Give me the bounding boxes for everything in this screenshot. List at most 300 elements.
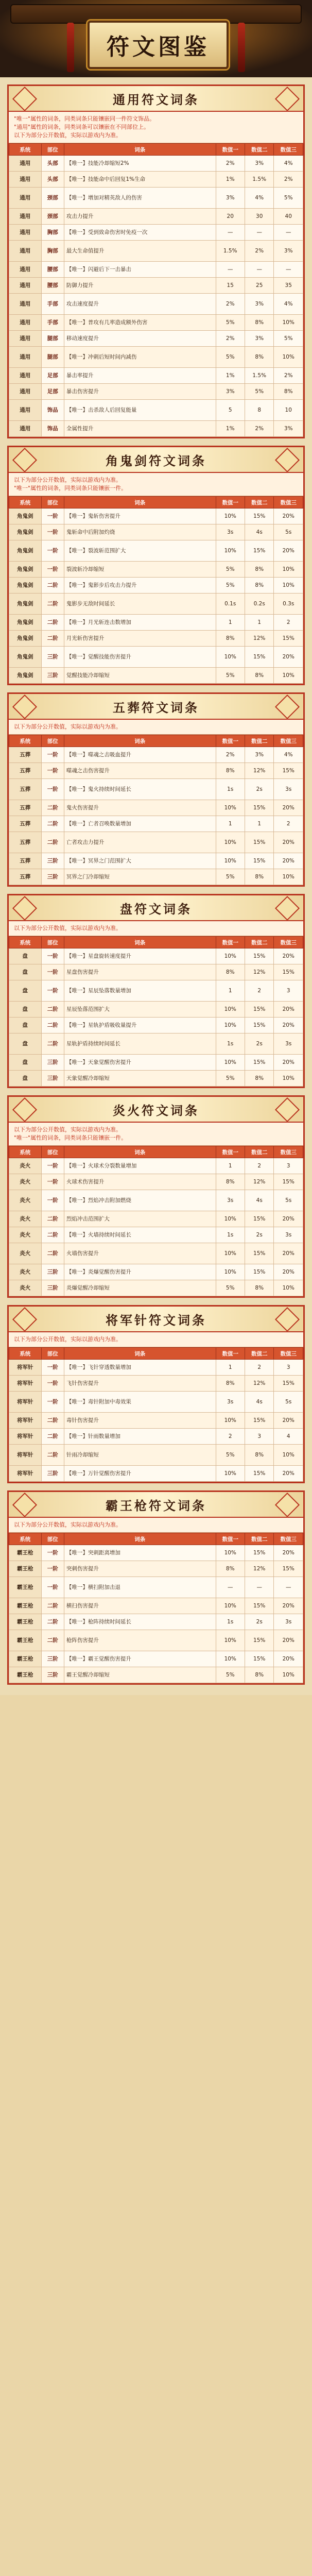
row-slot: 二阶 xyxy=(41,1033,64,1055)
table-row xyxy=(9,1243,303,1264)
row-value: 10% xyxy=(216,509,245,524)
row-system: 将军针 xyxy=(9,1413,42,1429)
column-header: 数值三 xyxy=(274,937,303,948)
table-row xyxy=(9,368,303,384)
row-slot: 一阶 xyxy=(41,562,64,578)
tassel-right xyxy=(238,23,245,72)
row-value: 10% xyxy=(274,315,303,331)
column-header: 数值二 xyxy=(245,1533,273,1545)
ornament-left-icon xyxy=(12,1097,37,1122)
note-line: 以下为部分公开数值，实际以游戏内为准。 xyxy=(14,925,122,931)
column-header: 数值二 xyxy=(245,1146,273,1158)
row-slot: 一阶 xyxy=(41,1174,64,1190)
row-slot: 三阶 xyxy=(41,647,64,668)
column-header: 词条 xyxy=(64,1146,216,1158)
row-slot: 三阶 xyxy=(41,1280,64,1296)
row-affix: 【唯一】亡者召唤数量增加 xyxy=(64,816,216,832)
row-value: 8% xyxy=(245,347,273,368)
row-system: 通用 xyxy=(9,294,42,315)
column-header: 数值一 xyxy=(216,937,245,948)
row-value: 5% xyxy=(216,869,245,885)
row-value: 5% xyxy=(216,578,245,594)
row-value: 8% xyxy=(216,763,245,779)
row-value: 5% xyxy=(216,562,245,578)
row-affix: 暴击伤害提升 xyxy=(64,384,216,400)
row-value: 8% xyxy=(245,1667,273,1683)
ornament-right-icon xyxy=(275,1307,300,1332)
column-header: 数值一 xyxy=(216,735,245,747)
table-row xyxy=(9,509,303,524)
row-affix: 【唯一】鬼影步后攻击力提升 xyxy=(64,578,216,594)
row-value: 2% xyxy=(216,331,245,347)
row-affix: 【唯一】闪避后下一击暴击 xyxy=(64,262,216,278)
table-row xyxy=(9,347,303,368)
section-header xyxy=(9,1492,303,1518)
row-system: 将军针 xyxy=(9,1445,42,1466)
row-slot: 足部 xyxy=(41,384,64,400)
ornament-left-icon xyxy=(12,87,37,111)
table-row xyxy=(9,1445,303,1466)
row-value: 3% xyxy=(245,747,273,763)
table-row xyxy=(9,1561,303,1577)
row-value: 15% xyxy=(245,853,273,869)
row-affix: 【唯一】击杀敌人后回复能量 xyxy=(64,400,216,421)
row-slot: 三阶 xyxy=(41,1264,64,1280)
row-slot: 三阶 xyxy=(41,668,64,684)
row-value: 10% xyxy=(274,1445,303,1466)
row-slot: 三阶 xyxy=(41,1651,64,1667)
row-value: 20% xyxy=(274,1018,303,1033)
row-affix: 【唯一】飞针穿透数量增加 xyxy=(64,1360,216,1376)
rune-table xyxy=(9,1146,303,1296)
row-value: 15% xyxy=(274,1561,303,1577)
row-value: 15% xyxy=(245,509,273,524)
row-value: 20% xyxy=(274,800,303,816)
row-value: 12% xyxy=(245,1376,273,1392)
row-value: 1s xyxy=(216,1227,245,1243)
row-system: 盘 xyxy=(9,1033,42,1055)
column-header: 系统 xyxy=(9,937,42,948)
row-value: 12% xyxy=(245,1561,273,1577)
row-value: 0.3s xyxy=(274,594,303,615)
tassel-left xyxy=(67,23,74,72)
row-slot: 颈部 xyxy=(41,188,64,209)
row-affix: 攻击力提升 xyxy=(64,209,216,225)
row-slot: 一阶 xyxy=(41,1190,64,1211)
row-value: 15 xyxy=(216,278,245,294)
row-value: 15% xyxy=(245,1243,273,1264)
row-affix: 鬼影步无敌时间延长 xyxy=(64,594,216,615)
table-row xyxy=(9,1158,303,1174)
row-value: 25 xyxy=(245,278,273,294)
row-value: 3 xyxy=(274,980,303,1002)
row-system: 五葬 xyxy=(9,747,42,763)
row-slot: 一阶 xyxy=(41,540,64,562)
row-value: 15% xyxy=(245,1055,273,1071)
row-system: 通用 xyxy=(9,262,42,278)
row-value: 1.5% xyxy=(245,368,273,384)
section-title: 角鬼剑符文词条 xyxy=(106,453,206,468)
row-value: 20% xyxy=(274,1264,303,1280)
column-header: 系统 xyxy=(9,1348,42,1360)
row-value: 10% xyxy=(274,869,303,885)
table-row xyxy=(9,209,303,225)
column-header: 数值一 xyxy=(216,1146,245,1158)
row-value: 8% xyxy=(274,384,303,400)
row-value: 2 xyxy=(216,1429,245,1445)
row-system: 炎火 xyxy=(9,1227,42,1243)
row-value: 20% xyxy=(274,1002,303,1018)
row-value: 15% xyxy=(245,647,273,668)
row-system: 将军针 xyxy=(9,1466,42,1482)
row-system: 炎火 xyxy=(9,1280,42,1296)
row-slot: 腰部 xyxy=(41,262,64,278)
row-affix: 天象觉醒冷却缩短 xyxy=(64,1071,216,1087)
row-value: 10% xyxy=(216,540,245,562)
row-value: 4% xyxy=(274,294,303,315)
row-value: 4% xyxy=(274,747,303,763)
row-slot: 腿部 xyxy=(41,331,64,347)
row-system: 角鬼剑 xyxy=(9,668,42,684)
row-system: 霸王枪 xyxy=(9,1614,42,1630)
row-value: 3% xyxy=(274,241,303,262)
table-row xyxy=(9,1614,303,1630)
row-value: 10 xyxy=(274,400,303,421)
row-value: 8% xyxy=(245,562,273,578)
table-header-row xyxy=(9,1146,303,1158)
row-value: 0.2s xyxy=(245,594,273,615)
row-system: 盘 xyxy=(9,1055,42,1071)
row-slot: 一阶 xyxy=(41,524,64,540)
table-row xyxy=(9,763,303,779)
row-value: 1 xyxy=(216,816,245,832)
table-header-row xyxy=(9,1348,303,1360)
rune-table xyxy=(9,936,303,1087)
row-value: 1s xyxy=(216,1033,245,1055)
row-value: 5% xyxy=(216,1667,245,1683)
row-system: 通用 xyxy=(9,156,42,172)
table-row xyxy=(9,278,303,294)
row-value: 15% xyxy=(274,964,303,980)
row-slot: 三阶 xyxy=(41,1071,64,1087)
row-system: 将军针 xyxy=(9,1392,42,1413)
ornament-left-icon xyxy=(12,694,37,719)
row-value: 3s xyxy=(216,1392,245,1413)
row-value: 3% xyxy=(274,421,303,437)
row-value: 12% xyxy=(245,763,273,779)
row-value: 3s xyxy=(274,1227,303,1243)
row-value: 35 xyxy=(274,278,303,294)
row-value: 5s xyxy=(274,524,303,540)
table-row xyxy=(9,1002,303,1018)
row-system: 将军针 xyxy=(9,1429,42,1445)
row-affix: 鬼斩命中后附加灼烧 xyxy=(64,524,216,540)
row-affix: 【唯一】技能冷却缩短2% xyxy=(64,156,216,172)
section-title: 将军针符文词条 xyxy=(106,1312,206,1328)
row-value: 1 xyxy=(245,615,273,631)
section-title: 通用符文词条 xyxy=(113,92,199,107)
row-value: 20% xyxy=(274,1466,303,1482)
note-line: "唯一"属性的词条，同类词条只能镶嵌一件。 xyxy=(14,1134,127,1141)
row-value: 8% xyxy=(245,869,273,885)
row-value: 15% xyxy=(245,1211,273,1227)
row-system: 炎火 xyxy=(9,1264,42,1280)
row-value: 15% xyxy=(245,1466,273,1482)
column-header: 部位 xyxy=(41,735,64,747)
section-title: 炎火符文词条 xyxy=(113,1103,199,1118)
row-value: 5% xyxy=(216,1280,245,1296)
row-value: — xyxy=(216,262,245,278)
section-header xyxy=(9,895,303,921)
table-header-row xyxy=(9,1533,303,1545)
column-header: 系统 xyxy=(9,735,42,747)
row-value: 8% xyxy=(245,578,273,594)
row-value: 15% xyxy=(274,1174,303,1190)
row-affix: 【唯一】烈焰冲击附加燃烧 xyxy=(64,1190,216,1211)
row-value: 2s xyxy=(245,1614,273,1630)
row-system: 角鬼剑 xyxy=(9,524,42,540)
row-system: 角鬼剑 xyxy=(9,615,42,631)
section-notes xyxy=(9,921,303,936)
rune-table xyxy=(9,496,303,684)
table-row xyxy=(9,1174,303,1190)
table-row xyxy=(9,1264,303,1280)
row-affix: 【唯一】横扫附加击退 xyxy=(64,1577,216,1598)
table-row xyxy=(9,1376,303,1392)
row-system: 霸王枪 xyxy=(9,1630,42,1651)
row-value: 4s xyxy=(245,524,273,540)
section-header xyxy=(9,1097,303,1123)
row-value: 5% xyxy=(216,1445,245,1466)
rune-section xyxy=(7,1095,305,1298)
row-value: 5s xyxy=(274,1190,303,1211)
row-system: 炎火 xyxy=(9,1174,42,1190)
row-value: 15% xyxy=(245,832,273,853)
row-slot: 一阶 xyxy=(41,980,64,1002)
row-affix: 【唯一】鬼斩伤害提升 xyxy=(64,509,216,524)
row-value: 1% xyxy=(216,368,245,384)
row-value: 2s xyxy=(245,779,273,800)
row-slot: 一阶 xyxy=(41,747,64,763)
row-affix: 月光斩伤害提升 xyxy=(64,631,216,647)
row-value: 3% xyxy=(245,156,273,172)
row-value: 20% xyxy=(274,1651,303,1667)
row-affix: 攻击速度提升 xyxy=(64,294,216,315)
table-row xyxy=(9,225,303,241)
column-header: 词条 xyxy=(64,144,216,156)
table-row xyxy=(9,524,303,540)
row-system: 通用 xyxy=(9,421,42,437)
row-affix: 【唯一】噬魂之击吸血提升 xyxy=(64,747,216,763)
ornament-right-icon xyxy=(275,694,300,719)
rune-section xyxy=(7,84,305,438)
row-value: 8% xyxy=(245,315,273,331)
row-value: 10% xyxy=(274,578,303,594)
section-notes xyxy=(9,112,303,143)
row-value: 10% xyxy=(216,1630,245,1651)
row-slot: 头部 xyxy=(41,172,64,188)
row-value: 15% xyxy=(245,540,273,562)
column-header: 词条 xyxy=(64,937,216,948)
table-row xyxy=(9,948,303,964)
row-value: 5% xyxy=(216,668,245,684)
table-row xyxy=(9,156,303,172)
rune-table xyxy=(9,143,303,437)
row-value: 12% xyxy=(245,964,273,980)
row-affix: 亡者攻击力提升 xyxy=(64,832,216,853)
table-row xyxy=(9,188,303,209)
title-plaque xyxy=(88,21,229,69)
row-affix: 全属性提升 xyxy=(64,421,216,437)
row-value: 20% xyxy=(274,1413,303,1429)
row-affix: 【唯一】火墙持续时间延长 xyxy=(64,1227,216,1243)
row-affix: 暴击率提升 xyxy=(64,368,216,384)
row-value: 20% xyxy=(274,509,303,524)
row-value: 20% xyxy=(274,540,303,562)
table-row xyxy=(9,578,303,594)
row-slot: 三阶 xyxy=(41,853,64,869)
row-value: 15% xyxy=(245,800,273,816)
row-affix: 【唯一】针雨数量增加 xyxy=(64,1429,216,1445)
row-system: 五葬 xyxy=(9,869,42,885)
column-header: 数值一 xyxy=(216,1348,245,1360)
note-line: 以下为部分公开数值，实际以游戏内为准。 xyxy=(14,1521,122,1528)
note-line: 以下为部分公开数值，实际以游戏内为准。 xyxy=(14,1126,122,1133)
section-header xyxy=(9,1307,303,1332)
row-system: 通用 xyxy=(9,209,42,225)
row-affix: 毒针伤害提升 xyxy=(64,1413,216,1429)
ornament-right-icon xyxy=(275,448,300,472)
table-row xyxy=(9,869,303,885)
row-affix: 炎爆觉醒冷却缩短 xyxy=(64,1280,216,1296)
row-value: 1 xyxy=(216,980,245,1002)
row-value: 10% xyxy=(274,347,303,368)
column-header: 数值二 xyxy=(245,1348,273,1360)
column-header: 数值三 xyxy=(274,1146,303,1158)
row-value: 5% xyxy=(274,188,303,209)
row-value: 2% xyxy=(245,241,273,262)
section-notes xyxy=(9,1518,303,1533)
rune-table xyxy=(9,735,303,885)
row-value: 3% xyxy=(216,384,245,400)
row-value: 3s xyxy=(216,524,245,540)
row-affix: 【唯一】裂波斩范围扩大 xyxy=(64,540,216,562)
row-value: 5% xyxy=(245,384,273,400)
row-affix: 火墙伤害提升 xyxy=(64,1243,216,1264)
table-row xyxy=(9,631,303,647)
row-slot: 二阶 xyxy=(41,1445,64,1466)
note-line: "唯一"属性的词条，同类词条只能镶嵌同一件符文饰品。 xyxy=(14,115,155,122)
row-value: 10% xyxy=(216,1545,245,1561)
row-slot: 足部 xyxy=(41,368,64,384)
row-system: 角鬼剑 xyxy=(9,509,42,524)
row-value: 10% xyxy=(216,1598,245,1614)
row-value: 1% xyxy=(216,172,245,188)
row-affix: 横扫伤害提升 xyxy=(64,1598,216,1614)
row-value: 2% xyxy=(274,172,303,188)
column-header: 部位 xyxy=(41,1146,64,1158)
rune-section xyxy=(7,1305,305,1483)
column-header: 数值二 xyxy=(245,497,273,509)
row-value: 4s xyxy=(245,1190,273,1211)
column-header: 部位 xyxy=(41,1348,64,1360)
row-slot: 一阶 xyxy=(41,1360,64,1376)
row-system: 通用 xyxy=(9,347,42,368)
row-system: 炎火 xyxy=(9,1211,42,1227)
section-notes xyxy=(9,1332,303,1347)
row-slot: 二阶 xyxy=(41,594,64,615)
row-affix: 觉醒技能冷却缩短 xyxy=(64,668,216,684)
row-slot: 一阶 xyxy=(41,948,64,964)
row-value: 8% xyxy=(216,964,245,980)
row-value: 8% xyxy=(245,1280,273,1296)
row-slot: 二阶 xyxy=(41,1598,64,1614)
row-value: 15% xyxy=(274,631,303,647)
row-value: 3s xyxy=(216,1190,245,1211)
row-value: 3% xyxy=(245,331,273,347)
table-row xyxy=(9,1190,303,1211)
row-value: 8% xyxy=(245,1445,273,1466)
row-value: 20% xyxy=(274,647,303,668)
column-header: 数值二 xyxy=(245,937,273,948)
row-slot: 二阶 xyxy=(41,615,64,631)
row-system: 通用 xyxy=(9,400,42,421)
row-value: 10% xyxy=(274,562,303,578)
row-affix: 【唯一】霸王觉醒伤害提升 xyxy=(64,1651,216,1667)
row-value: 30 xyxy=(245,209,273,225)
row-affix: 星轨护盾持续时间延长 xyxy=(64,1033,216,1055)
section-header xyxy=(9,694,303,720)
row-value: 3s xyxy=(274,1614,303,1630)
section-header xyxy=(9,86,303,112)
row-slot: 二阶 xyxy=(41,1243,64,1264)
table-row xyxy=(9,816,303,832)
row-slot: 二阶 xyxy=(41,1630,64,1651)
row-affix: 最大生命值提升 xyxy=(64,241,216,262)
row-system: 五葬 xyxy=(9,763,42,779)
row-affix: 星盘伤害提升 xyxy=(64,964,216,980)
table-row xyxy=(9,384,303,400)
row-slot: 颈部 xyxy=(41,209,64,225)
row-value: 2% xyxy=(274,368,303,384)
row-value: 20% xyxy=(274,1211,303,1227)
row-affix: 【唯一】毒针附加中毒效果 xyxy=(64,1392,216,1413)
row-value: 12% xyxy=(245,631,273,647)
column-header: 数值一 xyxy=(216,497,245,509)
table-row xyxy=(9,1018,303,1033)
row-affix: 移动速度提升 xyxy=(64,331,216,347)
table-row xyxy=(9,1055,303,1071)
ornament-left-icon xyxy=(12,1493,37,1517)
table-row xyxy=(9,1413,303,1429)
section-notes xyxy=(9,1123,303,1146)
row-system: 角鬼剑 xyxy=(9,594,42,615)
row-value: — xyxy=(245,1577,273,1598)
table-row xyxy=(9,1429,303,1445)
row-system: 炎火 xyxy=(9,1158,42,1174)
table-row xyxy=(9,594,303,615)
ornament-right-icon xyxy=(275,896,300,921)
row-affix: 霸王觉醒冷却缩短 xyxy=(64,1667,216,1683)
row-value: 20% xyxy=(274,1055,303,1071)
row-system: 通用 xyxy=(9,384,42,400)
row-value: 3% xyxy=(216,188,245,209)
column-header: 数值三 xyxy=(274,497,303,509)
row-affix: 冥界之门冷却缩短 xyxy=(64,869,216,885)
row-value: 10% xyxy=(274,1667,303,1683)
row-value: 10% xyxy=(216,1466,245,1482)
row-value: 8% xyxy=(245,668,273,684)
